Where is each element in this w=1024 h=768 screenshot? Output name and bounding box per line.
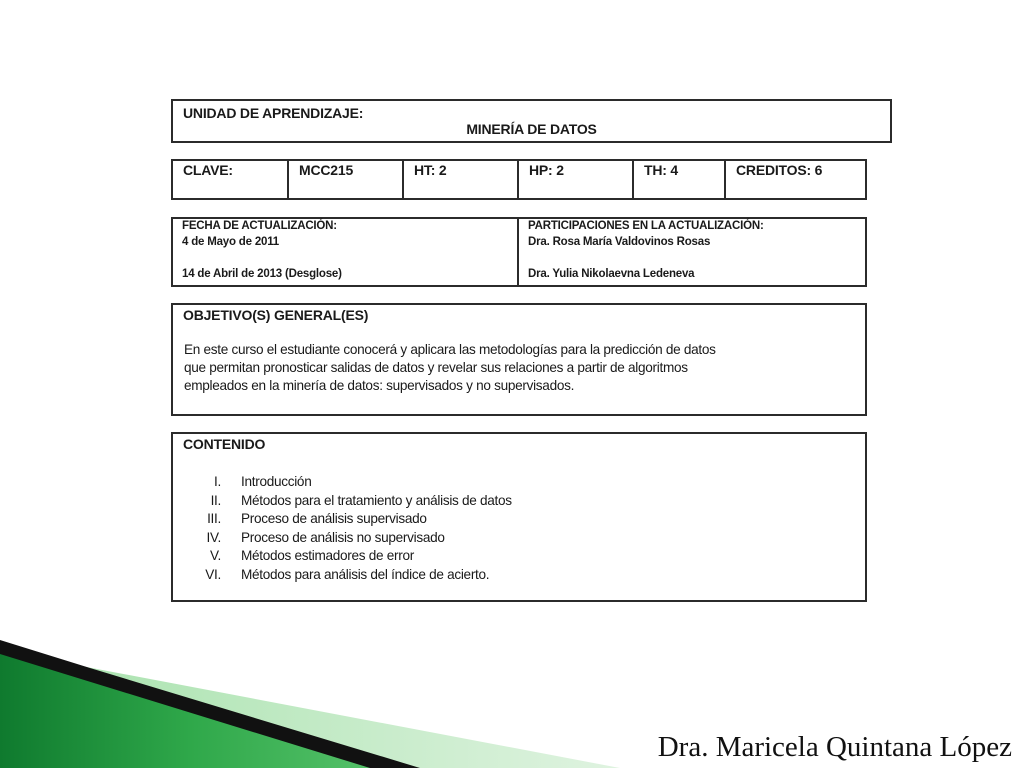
author-name: Dra. Maricela Quintana López (657, 731, 1012, 763)
list-item (183, 511, 512, 530)
participaciones-section (519, 219, 865, 285)
item-number: VI. (205, 566, 221, 582)
contenido-box (171, 432, 867, 602)
item-text: Métodos para análisis del índice de acierto. (241, 566, 490, 582)
participaciones-label: PARTICIPACIONES EN LA ACTUALIZACIÓN: (528, 220, 764, 232)
ht-cell: HT: 2 (404, 161, 519, 198)
unidad-label: UNIDAD DE APRENDIZAJE: (183, 105, 364, 121)
objetivo-box (171, 303, 867, 416)
clave-row (171, 159, 867, 200)
objetivo-line: En este curso el estudiante conocerá y aplicara las metodologías para la predicción de datos (184, 342, 716, 357)
objetivo-title: OBJETIVO(S) GENERAL(ES) (183, 307, 369, 323)
list-item (183, 567, 512, 586)
participacion-person-2: Dra. Yulia Nikolaevna Ledeneva (528, 268, 695, 280)
item-text: Proceso de análisis no supervisado (241, 529, 445, 545)
contenido-list (183, 474, 512, 585)
objetivo-line: que permitan pronosticar salidas de datos y revelar sus relaciones a partir de algoritmos (184, 360, 688, 375)
objetivo-line: empleados en la minería de datos: supervisados y no supervisados. (184, 378, 575, 393)
objetivo-text (184, 341, 854, 395)
th-cell: TH: 4 (634, 161, 726, 198)
hp-cell: HP: 2 (519, 161, 634, 198)
item-text: Métodos para el tratamiento y análisis de datos (241, 492, 512, 508)
list-item (183, 548, 512, 567)
participacion-person-1: Dra. Rosa María Valdovinos Rosas (528, 236, 711, 248)
item-number: II. (210, 492, 221, 508)
item-number: III. (207, 511, 221, 526)
mcc-cell: MCC215 (289, 161, 404, 198)
item-text: Proceso de análisis supervisado (241, 511, 427, 526)
list-item (183, 474, 512, 493)
contenido-title: CONTENIDO (183, 436, 266, 452)
list-item (183, 493, 512, 512)
fecha-date-2: 14 de Abril de 2013 (Desglose) (182, 268, 342, 280)
fecha-date-1: 4 de Mayo de 2011 (182, 236, 279, 248)
fecha-label: FECHA DE ACTUALIZACIÓN: (182, 220, 337, 232)
item-number: I. (214, 474, 221, 489)
unidad-value: MINERÍA DE DATOS (466, 121, 597, 137)
creditos-cell: CREDITOS: 6 (736, 162, 823, 178)
list-item (183, 530, 512, 549)
fecha-section (173, 219, 519, 285)
item-text: Introducción (241, 474, 312, 489)
clave-cell: CLAVE: (173, 161, 289, 198)
item-text: Métodos estimadores de error (241, 548, 414, 563)
unidad-box (171, 99, 892, 143)
item-number: V. (210, 548, 221, 563)
fecha-box (171, 217, 867, 287)
item-number: IV. (206, 529, 221, 545)
